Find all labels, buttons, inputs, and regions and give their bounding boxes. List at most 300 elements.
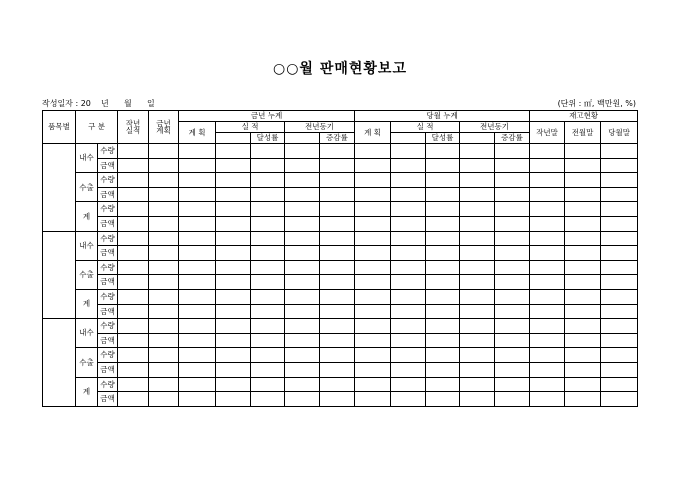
data-cell[interactable] <box>320 275 355 290</box>
data-cell[interactable] <box>320 231 355 246</box>
data-cell[interactable] <box>495 289 530 304</box>
data-cell[interactable] <box>149 158 179 173</box>
data-cell[interactable] <box>355 319 391 334</box>
data-cell[interactable] <box>179 216 216 231</box>
data-cell[interactable] <box>426 392 460 407</box>
data-cell[interactable] <box>601 144 638 159</box>
data-cell[interactable] <box>391 173 426 188</box>
data-cell[interactable] <box>285 319 320 334</box>
data-cell[interactable] <box>460 319 495 334</box>
data-cell[interactable] <box>285 392 320 407</box>
data-cell[interactable] <box>355 246 391 261</box>
data-cell[interactable] <box>565 333 601 348</box>
data-cell[interactable] <box>565 377 601 392</box>
category-label: 계 <box>76 289 98 318</box>
data-cell[interactable] <box>495 158 530 173</box>
data-cell[interactable] <box>495 377 530 392</box>
data-cell[interactable] <box>565 158 601 173</box>
data-cell[interactable] <box>601 158 638 173</box>
data-cell[interactable] <box>391 333 426 348</box>
data-cell[interactable] <box>320 348 355 363</box>
data-cell[interactable] <box>495 144 530 159</box>
data-cell[interactable] <box>179 144 216 159</box>
data-cell[interactable] <box>495 260 530 275</box>
data-cell[interactable] <box>355 202 391 217</box>
data-cell[interactable] <box>601 187 638 202</box>
data-cell[interactable] <box>565 362 601 377</box>
data-cell[interactable] <box>179 348 216 363</box>
header-prev-year-actual-line1: 작년 <box>125 118 141 128</box>
data-cell[interactable] <box>601 348 638 363</box>
data-cell[interactable] <box>179 392 216 407</box>
table-row <box>43 260 638 275</box>
data-cell[interactable] <box>285 231 320 246</box>
data-cell[interactable] <box>495 246 530 261</box>
data-cell[interactable] <box>460 304 495 319</box>
data-cell[interactable] <box>251 377 285 392</box>
data-cell[interactable] <box>530 158 565 173</box>
data-cell[interactable] <box>391 362 426 377</box>
data-cell[interactable] <box>601 260 638 275</box>
data-cell[interactable] <box>149 304 179 319</box>
data-cell[interactable] <box>320 216 355 231</box>
data-cell[interactable] <box>460 216 495 231</box>
data-cell[interactable] <box>179 173 216 188</box>
data-cell[interactable] <box>391 319 426 334</box>
category-label: 계 <box>76 377 98 406</box>
table-row <box>43 275 638 290</box>
data-cell[interactable] <box>216 275 251 290</box>
data-cell[interactable] <box>118 173 149 188</box>
header-this-year-plan-line2: 계획 <box>156 126 171 135</box>
data-cell[interactable] <box>565 304 601 319</box>
data-cell[interactable] <box>216 333 251 348</box>
data-cell[interactable] <box>216 392 251 407</box>
data-cell[interactable] <box>426 304 460 319</box>
data-cell[interactable] <box>601 392 638 407</box>
data-cell[interactable] <box>601 289 638 304</box>
data-cell[interactable] <box>320 362 355 377</box>
data-cell[interactable] <box>355 304 391 319</box>
data-cell[interactable] <box>495 362 530 377</box>
data-cell[interactable] <box>216 260 251 275</box>
data-cell[interactable] <box>530 144 565 159</box>
header-ytd-group: 금년 누계 <box>179 111 355 122</box>
data-cell[interactable] <box>530 260 565 275</box>
data-cell[interactable] <box>179 377 216 392</box>
data-cell[interactable] <box>460 260 495 275</box>
data-cell[interactable] <box>601 377 638 392</box>
data-cell[interactable] <box>179 231 216 246</box>
data-cell[interactable] <box>530 231 565 246</box>
item-cell[interactable] <box>43 319 76 407</box>
data-cell[interactable] <box>118 304 149 319</box>
item-cell[interactable] <box>43 144 76 232</box>
data-cell[interactable] <box>320 158 355 173</box>
data-cell[interactable] <box>149 392 179 407</box>
data-cell[interactable] <box>216 348 251 363</box>
data-cell[interactable] <box>251 289 285 304</box>
data-cell[interactable] <box>285 362 320 377</box>
data-cell[interactable] <box>426 362 460 377</box>
data-cell[interactable] <box>495 275 530 290</box>
data-cell[interactable] <box>179 289 216 304</box>
data-cell[interactable] <box>601 202 638 217</box>
data-cell[interactable] <box>391 231 426 246</box>
data-cell[interactable] <box>118 187 149 202</box>
data-cell[interactable] <box>391 304 426 319</box>
data-cell[interactable] <box>118 158 149 173</box>
data-cell[interactable] <box>460 275 495 290</box>
data-cell[interactable] <box>565 187 601 202</box>
data-cell[interactable] <box>118 275 149 290</box>
data-cell[interactable] <box>601 275 638 290</box>
data-cell[interactable] <box>460 362 495 377</box>
data-cell[interactable] <box>285 202 320 217</box>
data-cell[interactable] <box>216 202 251 217</box>
data-cell[interactable] <box>149 260 179 275</box>
data-cell[interactable] <box>216 246 251 261</box>
data-cell[interactable] <box>320 246 355 261</box>
data-cell[interactable] <box>355 289 391 304</box>
data-cell[interactable] <box>565 231 601 246</box>
data-cell[interactable] <box>320 289 355 304</box>
data-cell[interactable] <box>149 362 179 377</box>
data-cell[interactable] <box>149 289 179 304</box>
data-cell[interactable] <box>216 304 251 319</box>
data-cell[interactable] <box>149 275 179 290</box>
data-cell[interactable] <box>565 173 601 188</box>
data-cell[interactable] <box>285 289 320 304</box>
data-cell[interactable] <box>495 216 530 231</box>
data-cell[interactable] <box>118 392 149 407</box>
data-cell[interactable] <box>530 392 565 407</box>
data-cell[interactable] <box>320 392 355 407</box>
data-cell[interactable] <box>565 348 601 363</box>
data-cell[interactable] <box>216 216 251 231</box>
header-month-actual: 실 적 <box>391 122 460 133</box>
data-cell[interactable] <box>118 260 149 275</box>
data-cell[interactable] <box>118 348 149 363</box>
data-cell[interactable] <box>149 173 179 188</box>
data-cell[interactable] <box>601 304 638 319</box>
data-cell[interactable] <box>118 289 149 304</box>
data-cell[interactable] <box>530 275 565 290</box>
data-cell[interactable] <box>285 158 320 173</box>
unit-line: (단위 : ㎡, 백만원, %) <box>557 99 636 108</box>
data-cell[interactable] <box>355 275 391 290</box>
data-cell[interactable] <box>251 187 285 202</box>
data-cell[interactable] <box>251 173 285 188</box>
data-cell[interactable] <box>530 246 565 261</box>
data-cell[interactable] <box>285 348 320 363</box>
data-cell[interactable] <box>285 275 320 290</box>
data-cell[interactable] <box>251 216 285 231</box>
data-cell[interactable] <box>216 231 251 246</box>
data-cell[interactable] <box>391 260 426 275</box>
data-cell[interactable] <box>320 202 355 217</box>
table-row <box>43 289 638 304</box>
data-cell[interactable] <box>601 246 638 261</box>
data-cell[interactable] <box>285 333 320 348</box>
data-cell[interactable] <box>355 392 391 407</box>
header-month-same-period: 전년동기 <box>460 122 530 133</box>
data-cell[interactable] <box>216 289 251 304</box>
data-cell[interactable] <box>285 216 320 231</box>
data-cell[interactable] <box>118 362 149 377</box>
data-cell[interactable] <box>216 173 251 188</box>
header-item: 품목별 <box>43 111 76 144</box>
data-cell[interactable] <box>149 246 179 261</box>
header-prev-year-actual-line2: 실적 <box>125 126 141 135</box>
data-cell[interactable] <box>495 231 530 246</box>
data-cell[interactable] <box>251 246 285 261</box>
data-cell[interactable] <box>426 187 460 202</box>
data-cell[interactable] <box>426 377 460 392</box>
data-cell[interactable] <box>601 362 638 377</box>
data-cell[interactable] <box>285 187 320 202</box>
data-cell[interactable] <box>391 246 426 261</box>
measure-label: 수량 <box>98 348 118 363</box>
data-cell[interactable] <box>118 216 149 231</box>
data-cell[interactable] <box>391 392 426 407</box>
data-cell[interactable] <box>355 144 391 159</box>
data-cell[interactable] <box>426 173 460 188</box>
data-cell[interactable] <box>118 377 149 392</box>
measure-label: 금액 <box>98 246 118 261</box>
data-cell[interactable] <box>355 216 391 231</box>
data-cell[interactable] <box>530 333 565 348</box>
data-cell[interactable] <box>565 216 601 231</box>
data-cell[interactable] <box>216 187 251 202</box>
data-cell[interactable] <box>285 173 320 188</box>
data-cell[interactable] <box>251 202 285 217</box>
data-cell[interactable] <box>285 246 320 261</box>
data-cell[interactable] <box>565 289 601 304</box>
data-cell[interactable] <box>149 231 179 246</box>
data-cell[interactable] <box>565 202 601 217</box>
data-cell[interactable] <box>601 216 638 231</box>
data-cell[interactable] <box>355 187 391 202</box>
data-cell[interactable] <box>460 289 495 304</box>
data-cell[interactable] <box>495 392 530 407</box>
data-cell[interactable] <box>426 144 460 159</box>
data-cell[interactable] <box>460 173 495 188</box>
data-cell[interactable] <box>355 362 391 377</box>
data-cell[interactable] <box>530 304 565 319</box>
data-cell[interactable] <box>149 144 179 159</box>
data-cell[interactable] <box>495 202 530 217</box>
data-cell[interactable] <box>179 333 216 348</box>
data-cell[interactable] <box>149 319 179 334</box>
data-cell[interactable] <box>285 304 320 319</box>
data-cell[interactable] <box>426 289 460 304</box>
data-cell[interactable] <box>251 260 285 275</box>
data-cell[interactable] <box>495 319 530 334</box>
data-cell[interactable] <box>426 275 460 290</box>
data-cell[interactable] <box>179 260 216 275</box>
data-cell[interactable] <box>495 187 530 202</box>
data-cell[interactable] <box>391 289 426 304</box>
data-cell[interactable] <box>149 377 179 392</box>
data-cell[interactable] <box>460 144 495 159</box>
data-cell[interactable] <box>601 319 638 334</box>
data-cell[interactable] <box>285 144 320 159</box>
data-cell[interactable] <box>216 144 251 159</box>
data-cell[interactable] <box>530 362 565 377</box>
measure-label: 수량 <box>98 202 118 217</box>
data-cell[interactable] <box>426 246 460 261</box>
data-cell[interactable] <box>149 202 179 217</box>
data-cell[interactable] <box>251 304 285 319</box>
data-cell[interactable] <box>251 392 285 407</box>
data-cell[interactable] <box>320 260 355 275</box>
data-cell[interactable] <box>251 158 285 173</box>
data-cell[interactable] <box>355 348 391 363</box>
data-cell[interactable] <box>565 144 601 159</box>
data-cell[interactable] <box>149 187 179 202</box>
data-cell[interactable] <box>601 173 638 188</box>
data-cell[interactable] <box>460 187 495 202</box>
data-cell[interactable] <box>179 304 216 319</box>
data-cell[interactable] <box>426 158 460 173</box>
data-cell[interactable] <box>355 158 391 173</box>
data-cell[interactable] <box>495 173 530 188</box>
data-cell[interactable] <box>426 202 460 217</box>
data-cell[interactable] <box>118 246 149 261</box>
item-cell[interactable] <box>43 231 76 319</box>
data-cell[interactable] <box>601 333 638 348</box>
data-cell[interactable] <box>179 187 216 202</box>
data-cell[interactable] <box>426 348 460 363</box>
data-cell[interactable] <box>355 333 391 348</box>
header-inv-prev-month-end: 전월말 <box>565 122 601 144</box>
data-cell[interactable] <box>565 319 601 334</box>
data-cell[interactable] <box>118 333 149 348</box>
data-cell[interactable] <box>179 275 216 290</box>
data-cell[interactable] <box>251 275 285 290</box>
data-cell[interactable] <box>391 202 426 217</box>
data-cell[interactable] <box>426 333 460 348</box>
data-cell[interactable] <box>460 246 495 261</box>
data-cell[interactable] <box>391 216 426 231</box>
data-cell[interactable] <box>530 216 565 231</box>
data-cell[interactable] <box>285 377 320 392</box>
data-cell[interactable] <box>285 260 320 275</box>
data-cell[interactable] <box>179 362 216 377</box>
table-row <box>43 304 638 319</box>
data-cell[interactable] <box>320 304 355 319</box>
data-cell[interactable] <box>179 246 216 261</box>
data-cell[interactable] <box>216 377 251 392</box>
table-row <box>43 392 638 407</box>
data-cell[interactable] <box>216 158 251 173</box>
data-cell[interactable] <box>251 348 285 363</box>
data-cell[interactable] <box>426 319 460 334</box>
data-cell[interactable] <box>565 260 601 275</box>
data-cell[interactable] <box>118 144 149 159</box>
data-cell[interactable] <box>495 304 530 319</box>
data-cell[interactable] <box>149 216 179 231</box>
data-cell[interactable] <box>426 231 460 246</box>
data-cell[interactable] <box>391 144 426 159</box>
data-cell[interactable] <box>530 289 565 304</box>
data-cell[interactable] <box>216 362 251 377</box>
data-cell[interactable] <box>251 319 285 334</box>
data-cell[interactable] <box>426 260 460 275</box>
data-cell[interactable] <box>355 231 391 246</box>
data-cell[interactable] <box>460 377 495 392</box>
data-cell[interactable] <box>495 348 530 363</box>
data-cell[interactable] <box>530 202 565 217</box>
data-cell[interactable] <box>179 158 216 173</box>
data-cell[interactable] <box>179 202 216 217</box>
data-cell[interactable] <box>320 319 355 334</box>
data-cell[interactable] <box>391 348 426 363</box>
table-row <box>43 158 638 173</box>
data-cell[interactable] <box>565 275 601 290</box>
data-cell[interactable] <box>355 260 391 275</box>
data-cell[interactable] <box>530 348 565 363</box>
data-cell[interactable] <box>460 348 495 363</box>
data-cell[interactable] <box>565 246 601 261</box>
data-cell[interactable] <box>320 333 355 348</box>
data-cell[interactable] <box>565 392 601 407</box>
table-header <box>43 111 638 144</box>
data-cell[interactable] <box>426 216 460 231</box>
data-cell[interactable] <box>391 377 426 392</box>
data-cell[interactable] <box>460 158 495 173</box>
data-cell[interactable] <box>251 231 285 246</box>
data-cell[interactable] <box>118 319 149 334</box>
data-cell[interactable] <box>460 392 495 407</box>
data-cell[interactable] <box>530 173 565 188</box>
data-cell[interactable] <box>251 144 285 159</box>
data-cell[interactable] <box>320 144 355 159</box>
data-cell[interactable] <box>149 333 179 348</box>
data-cell[interactable] <box>460 333 495 348</box>
data-cell[interactable] <box>391 187 426 202</box>
data-cell[interactable] <box>530 319 565 334</box>
category-label: 내수 <box>76 319 98 348</box>
data-cell[interactable] <box>251 333 285 348</box>
data-cell[interactable] <box>320 173 355 188</box>
data-cell[interactable] <box>118 231 149 246</box>
data-cell[interactable] <box>391 158 426 173</box>
data-cell[interactable] <box>530 377 565 392</box>
data-cell[interactable] <box>118 202 149 217</box>
data-cell[interactable] <box>530 187 565 202</box>
data-cell[interactable] <box>216 319 251 334</box>
date-line: 작성일자 : 20 년 월 일 <box>42 99 155 108</box>
data-cell[interactable] <box>355 173 391 188</box>
data-cell[interactable] <box>601 231 638 246</box>
measure-label: 수량 <box>98 173 118 188</box>
data-cell[interactable] <box>320 187 355 202</box>
data-cell[interactable] <box>460 202 495 217</box>
data-cell[interactable] <box>320 377 355 392</box>
data-cell[interactable] <box>460 231 495 246</box>
category-label: 수출 <box>76 260 98 289</box>
data-cell[interactable] <box>391 275 426 290</box>
data-cell[interactable] <box>251 362 285 377</box>
table-row <box>43 246 638 261</box>
data-cell[interactable] <box>355 377 391 392</box>
data-cell[interactable] <box>179 319 216 334</box>
data-cell[interactable] <box>149 348 179 363</box>
measure-label: 금액 <box>98 187 118 202</box>
data-cell[interactable] <box>495 333 530 348</box>
